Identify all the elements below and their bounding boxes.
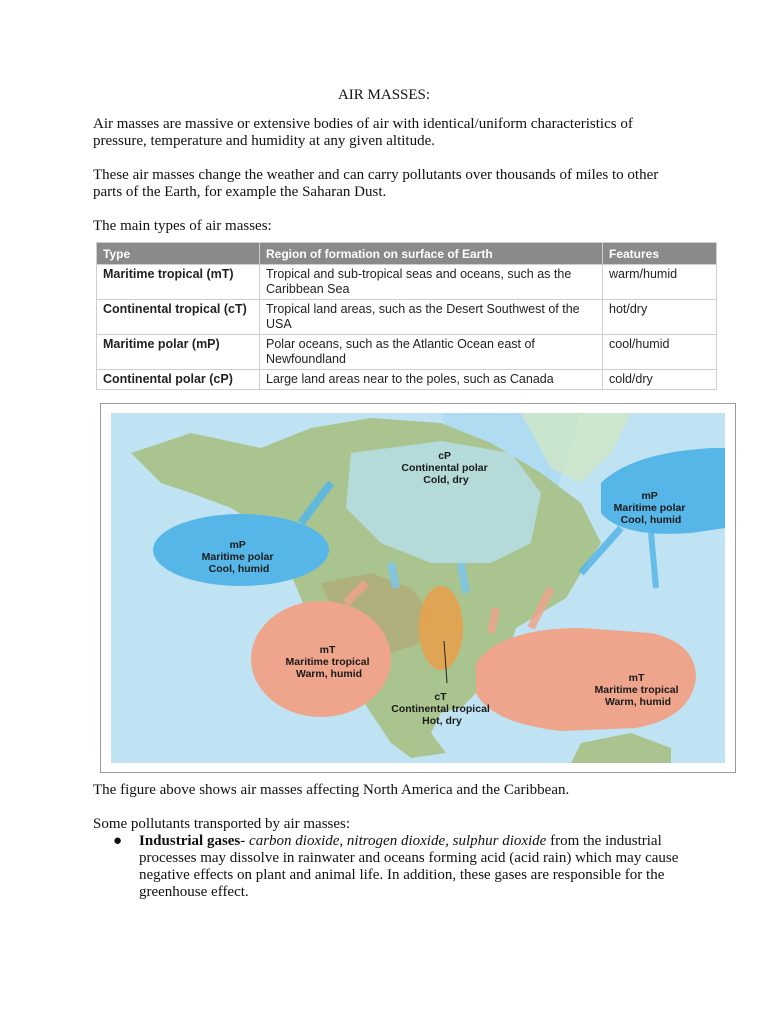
intro-paragraph: Air masses are massive or extensive bodies of air with identical/uniform characteristics of pressure, temperature and humidity at any given altitude. <box>93 116 633 149</box>
arrow-cp-southeast <box>461 563 466 593</box>
column-header-region: Region of formation on surface of Earth <box>260 243 603 265</box>
column-header-type: Type <box>97 243 260 265</box>
table-row <box>97 335 717 370</box>
air-masses-map-figure <box>100 403 736 773</box>
type-cell: Maritime polar (mP) <box>97 335 260 370</box>
north-america-air-masses-map <box>111 413 725 763</box>
list-item <box>113 833 703 901</box>
type-cell: Continental tropical (cT) <box>97 300 260 335</box>
ct-air-mass <box>419 586 463 670</box>
region-cell: Tropical and sub-tropical seas and oceans, such as the Caribbean Sea <box>260 265 603 300</box>
table-row <box>97 265 717 300</box>
region-cell: Tropical land areas, such as the Desert Southwest of the USA <box>260 300 603 335</box>
region-cell: Large land areas near to the poles, such as Canada <box>260 370 603 390</box>
types-heading: The main types of air masses: <box>93 218 272 234</box>
cp-label: cP Continental polar Cold, dry <box>401 450 488 486</box>
region-cell: Polar oceans, such as the Atlantic Ocean east of Newfoundland <box>260 335 603 370</box>
features-cell: hot/dry <box>603 300 717 335</box>
mp-atlantic-label: mP Maritime polar Cool, humid <box>613 490 686 526</box>
ct-label: cT Continental tropical Hot, dry <box>391 691 490 727</box>
mp-pacific-label: mP Maritime polar Cool, humid <box>201 539 274 575</box>
table-row <box>97 370 717 390</box>
bullet-icon: ● <box>113 833 123 849</box>
page-title: AIR MASSES: <box>337 87 431 103</box>
mt-pacific-label: mT Maritime tropical Warm, humid <box>285 644 370 680</box>
column-header-features: Features <box>603 243 717 265</box>
mt-atlantic-label: mT Maritime tropical Warm, humid <box>594 672 679 708</box>
table-row <box>97 300 717 335</box>
type-cell: Continental polar (cP) <box>97 370 260 390</box>
features-cell: cool/humid <box>603 335 717 370</box>
mt-atlantic-air-mass <box>476 628 696 731</box>
bullet-text: from the industrial processes may dissolve in rainwater and oceans forming acid (acid rain) which may cause negative effects on plant and animal life. In addition, these gases are responsible for the greenhouse effect. <box>139 833 679 900</box>
pollutants-heading: Some pollutants transported by air masses: <box>93 816 351 832</box>
effects-paragraph: These air masses change the weather and can carry pollutants over thousands of miles to other parts of the Earth, for example the Saharan Dust. <box>93 167 659 200</box>
pollutants-list <box>113 833 703 901</box>
arrow-cp-south <box>391 563 396 588</box>
features-cell: cold/dry <box>603 370 717 390</box>
bullet-separator: - <box>240 833 250 849</box>
figure-caption: The figure above shows air masses affecting North America and the Caribbean. <box>93 782 570 798</box>
table-header-row <box>97 243 717 265</box>
features-cell: warm/humid <box>603 265 717 300</box>
air-mass-types-table <box>96 242 717 390</box>
arrow-mt-atlantic-north <box>491 608 496 633</box>
bullet-italic-gases: carbon dioxide, nitrogen dioxide, sulphur dioxide <box>249 833 547 849</box>
type-cell: Maritime tropical (mT) <box>97 265 260 300</box>
bullet-lead: Industrial gases <box>139 833 241 849</box>
